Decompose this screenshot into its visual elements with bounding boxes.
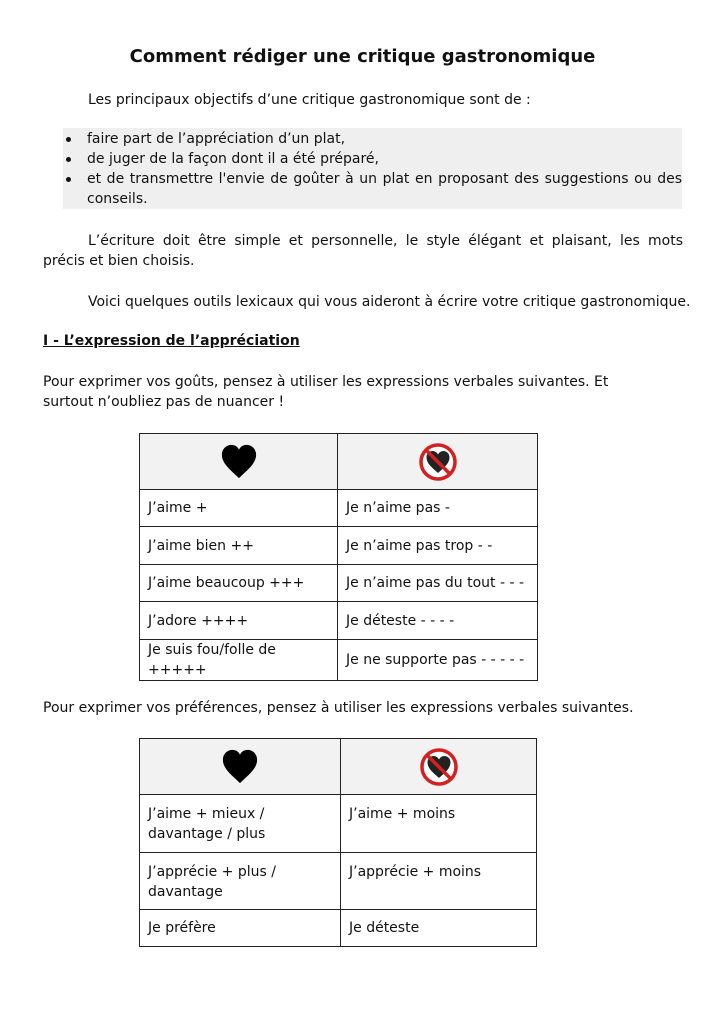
tools-paragraph: Voici quelques outils lexicaux qui vous aideront à écrire votre critique gastronomique. bbox=[88, 294, 691, 310]
list-item: faire part de l’appréciation d’un plat, bbox=[63, 129, 682, 149]
dislike-column-header bbox=[338, 434, 538, 490]
table-cell: J’aime bien ++ bbox=[140, 527, 338, 565]
heart-icon bbox=[221, 748, 259, 786]
dislike-column-header bbox=[341, 739, 537, 795]
table-cell: Je suis fou/folle de +++++ bbox=[140, 640, 338, 681]
table-cell: J’adore ++++ bbox=[140, 602, 338, 640]
table-row bbox=[140, 565, 538, 602]
tastes-paragraph: Pour exprimer vos goûts, pensez à utiliser les expressions verbales suivantes. Et surtout n’oubliez pas de nuancer ! bbox=[43, 374, 609, 410]
table-cell: J’apprécie + plus / davantage bbox=[140, 853, 341, 910]
table-row bbox=[140, 853, 537, 910]
table-cell: J’aime + bbox=[140, 490, 338, 527]
table-row bbox=[140, 490, 538, 527]
table-cell: J’aime + moins bbox=[341, 795, 537, 853]
intro-text: Les principaux objectifs d’une critique gastronomique sont de : bbox=[88, 92, 531, 108]
table-row bbox=[140, 640, 538, 681]
table-cell: Je ne supporte pas - - - - - bbox=[338, 640, 538, 681]
like-column-header bbox=[140, 739, 341, 795]
table-cell: Je n’aime pas trop - - bbox=[338, 527, 538, 565]
table-row bbox=[140, 527, 538, 565]
page-title: Comment rédiger une critique gastronomique bbox=[129, 46, 596, 67]
table-cell: Je n’aime pas du tout - - - bbox=[338, 565, 538, 602]
section-heading: I - L’expression de l’appréciation bbox=[43, 333, 300, 349]
table-row bbox=[140, 910, 537, 947]
preferences-paragraph: Pour exprimer vos préférences, pensez à utiliser les expressions verbales suivantes. bbox=[43, 700, 634, 716]
bullet-icon bbox=[66, 137, 71, 142]
table-row bbox=[140, 602, 538, 640]
no-heart-icon bbox=[419, 747, 459, 787]
table-header-row bbox=[140, 434, 538, 490]
table-cell: J’apprécie + moins bbox=[341, 853, 537, 910]
list-item: et de transmettre l'envie de goûter à un plat en proposant des suggestions ou des conseils. bbox=[63, 169, 682, 209]
table-cell: J’aime + mieux / davantage / plus bbox=[140, 795, 341, 853]
bullet-icon bbox=[66, 177, 71, 182]
objectives-list bbox=[63, 129, 682, 209]
bullet-icon bbox=[66, 157, 71, 162]
style-paragraph: L’écriture doit être simple et personnelle, le style élégant et plaisant, les mots précis et bien choisis. bbox=[43, 233, 683, 269]
like-column-header bbox=[140, 434, 338, 490]
table-cell: Je déteste - - - - bbox=[338, 602, 538, 640]
table-cell: Je préfère bbox=[140, 910, 341, 947]
table-header-row bbox=[140, 739, 537, 795]
table-cell: Je déteste bbox=[341, 910, 537, 947]
no-heart-icon bbox=[418, 442, 458, 482]
table-row bbox=[140, 795, 537, 853]
table-cell: J’aime beaucoup +++ bbox=[140, 565, 338, 602]
table-cell: Je n’aime pas - bbox=[338, 490, 538, 527]
heart-icon bbox=[220, 443, 258, 481]
preferences-table bbox=[139, 738, 537, 947]
list-item: de juger de la façon dont il a été préparé, bbox=[63, 149, 682, 169]
tastes-table bbox=[139, 433, 538, 681]
